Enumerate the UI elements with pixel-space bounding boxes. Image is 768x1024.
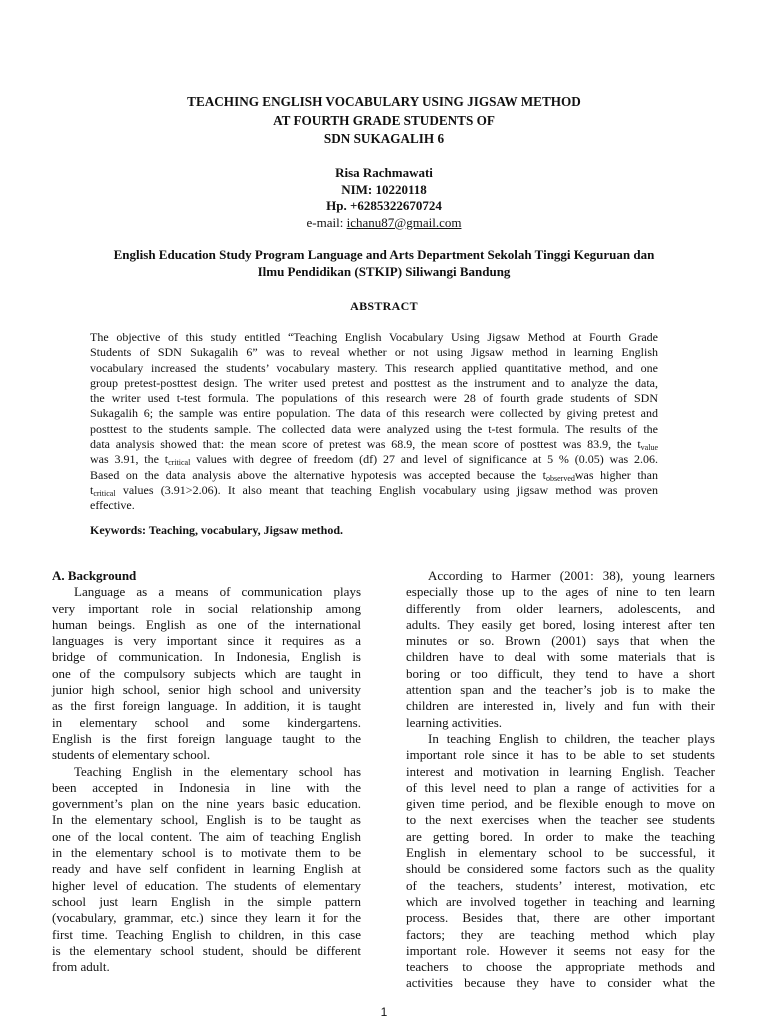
right-column — [406, 568, 715, 992]
body-line: in elementary school and some kindergartens. — [52, 714, 361, 730]
abstract-text: values (3.91>2.06). It also meant that teaching English vocabulary using jigsaw method was proven — [115, 482, 658, 497]
body-line: Teaching English in the elementary school has — [74, 763, 361, 779]
body-line: Language as a means of communication plays — [74, 584, 361, 600]
body-line: important role since it has to be able to set students — [406, 747, 715, 763]
email-link[interactable]: ichanu87@gmail.com — [346, 214, 462, 230]
body-line: languages is very important since it requires as a — [52, 633, 361, 649]
abstract-text: data analysis showed that: the mean score of pretest was 68.9, the mean score of posttest was 83.9, the t — [90, 437, 641, 452]
body-line: ready and have self confident in learning English at — [52, 861, 361, 877]
body-line: learning activities. — [406, 714, 503, 730]
body-line: English in elementary school to be successful, it — [406, 845, 715, 861]
abstract-heading: ABSTRACT — [350, 299, 418, 313]
page-number: 1 — [380, 1005, 388, 1019]
body-line: very important role in social relationship among — [52, 600, 361, 616]
body-line: first time. Teaching English to children, in this case — [52, 926, 361, 942]
body-line: higher level of education. The students of elementary — [52, 877, 361, 893]
abstract-line: Students of SDN Sukagalih 6” was to reveal whether or not using Jigsaw method in learning English — [90, 345, 658, 360]
body-line: process. Besides that, there are other important — [406, 910, 715, 926]
abstract-line: posttest to the students sample. The collected data were analyzed using the t-test formula. The results of the — [90, 421, 658, 436]
body-line: government’s plan on the nine years basic education. — [52, 796, 361, 812]
abstract-line: Sukagalih 6; the sample was entire population. The data of this research were collected by giving pretest and — [90, 406, 658, 421]
abstract-line — [90, 452, 658, 467]
body-line: In the elementary school, English is to be taught as — [52, 812, 361, 828]
abstract-line: the writer used t-test formula. The populations of this research were 28 of fourth grade students of SDN — [90, 391, 658, 406]
abstract-line — [90, 468, 658, 483]
title-line-3: SDN SUKAGALIH 6 — [323, 131, 445, 146]
body-line: human beings. English as one of the international — [52, 616, 361, 632]
body-line: activities because they have to consider what the — [406, 975, 715, 991]
abstract-line — [90, 483, 658, 498]
author-name: Risa Rachmawati — [335, 165, 433, 180]
abstract-text: t — [90, 482, 94, 497]
body-line: interest and motivation in learning English. Teacher — [406, 763, 715, 779]
body-line: from adult. — [52, 959, 110, 975]
author-email-row — [0, 215, 768, 232]
affiliation-line-1: English Education Study Program Language and Arts Department Sekolah Tinggi Keguruan dan — [113, 247, 655, 262]
body-line: factors; they are teaching method which play — [406, 926, 715, 942]
body-line: to the next exercises when the teacher see students — [406, 812, 715, 828]
t-critical-subscript: critical — [168, 458, 191, 468]
email-label: e-mail: — [306, 214, 347, 230]
body-line: English is the first foreign language taught to the — [52, 730, 361, 746]
body-line: boring or too difficult, they tend to have a short — [406, 665, 715, 681]
abstract-line: group pretest-posttest design. The writer used pretest and posttest as the instrument and to analyze the data, — [90, 375, 658, 390]
body-line: bridge of communication. In Indonesia, English is — [52, 649, 361, 665]
body-line: of this level need to plan a range of activities for a — [406, 779, 715, 795]
abstract-text: was higher than — [574, 467, 659, 482]
abstract-line: The objective of this study entitled “Teaching English Vocabulary Using Jigsaw Method at Fourth Grade — [90, 330, 658, 344]
body-line: are getting bored. In order to make the teaching — [406, 828, 715, 844]
t-observed-subscript: observed — [545, 473, 575, 483]
body-line: students of elementary school. — [52, 747, 211, 763]
body-line: one of the compulsory subjects which are taught in — [52, 665, 361, 681]
body-line: one of the local content. The aim of teaching English — [52, 828, 361, 844]
affiliation — [60, 246, 708, 280]
body-line: of the teachers, students’ interest, motivation, etc — [406, 877, 715, 893]
body-line: which are involved together in teaching and learning — [406, 893, 715, 909]
affiliation-line-2: Ilmu Pendidikan (STKIP) Siliwangi Bandung — [257, 264, 511, 279]
body-line: attention span and the teacher’s job is to make the — [406, 682, 715, 698]
title-line-1: TEACHING ENGLISH VOCABULARY USING JIGSAW METHOD — [187, 94, 581, 109]
body-line: differently from older learners, adolescents, and — [406, 600, 715, 616]
body-line: especially those up to the ages of nine to ten learn — [406, 584, 715, 600]
abstract-line — [90, 437, 658, 452]
paper-title — [0, 93, 768, 149]
abstract-text: values with degree of freedom (df) 27 and level of significance at 5 % (0.05) was 2.06. — [190, 452, 659, 467]
body-line: school just learn English in the simple pattern — [52, 893, 361, 909]
body-line: junior high school, senior high school and university — [52, 682, 361, 698]
section-heading-background: A. Background — [52, 568, 137, 583]
body-line: adults. They easily get bored, losing interest after ten — [406, 616, 715, 632]
abstract-line: effective. — [90, 498, 135, 513]
t-value-subscript: value — [640, 443, 658, 453]
body-line: (vocabulary, grammar, etc.) since they learn it for the — [52, 910, 361, 926]
abstract-text: Based on the data analysis above the alternative hypotesis was accepted because the t — [90, 467, 546, 482]
t-critical-subscript: critical — [93, 488, 116, 498]
body-line: as the first foreign language. In addition, it is taught — [52, 698, 361, 714]
body-line: teachers to choose the appropriate methods and — [406, 959, 715, 975]
body-line: in the elementary school is to motivate them to be — [52, 845, 361, 861]
abstract-line: vocabulary increased the students’ vocabulary mastery. This research applied quantitative method, and one — [90, 360, 658, 375]
left-column — [52, 568, 361, 975]
body-line: should be considered some factors such as the quality — [406, 861, 715, 877]
author-nim: NIM: 10220118 — [341, 181, 427, 197]
author-block — [0, 165, 768, 231]
body-line: important role. However it seems not easy for the — [406, 942, 715, 958]
abstract-text: was 3.91, the t — [90, 452, 169, 467]
body-line: given time period, and be flexible enough to move on — [406, 796, 715, 812]
body-line: According to Harmer (2001: 38), young learners — [428, 568, 715, 583]
body-line: is the elementary school student, should be different — [52, 942, 361, 958]
body-line: been accepted in Indonesia in line with the — [52, 779, 361, 795]
body-line: In teaching English to children, the teacher plays — [428, 730, 715, 746]
author-phone: Hp. +6285322670724 — [326, 198, 442, 213]
body-line: children have to deal with some materials that is — [406, 649, 715, 665]
keywords: Keywords: Teaching, vocabulary, Jigsaw method. — [90, 523, 344, 537]
body-line: children are interested in, lively and fun with their — [406, 698, 715, 714]
body-line: minutes or so. Brown (2001) says that when the — [406, 633, 715, 649]
abstract-body — [90, 330, 658, 514]
title-line-2: AT FOURTH GRADE STUDENTS OF — [273, 112, 495, 128]
